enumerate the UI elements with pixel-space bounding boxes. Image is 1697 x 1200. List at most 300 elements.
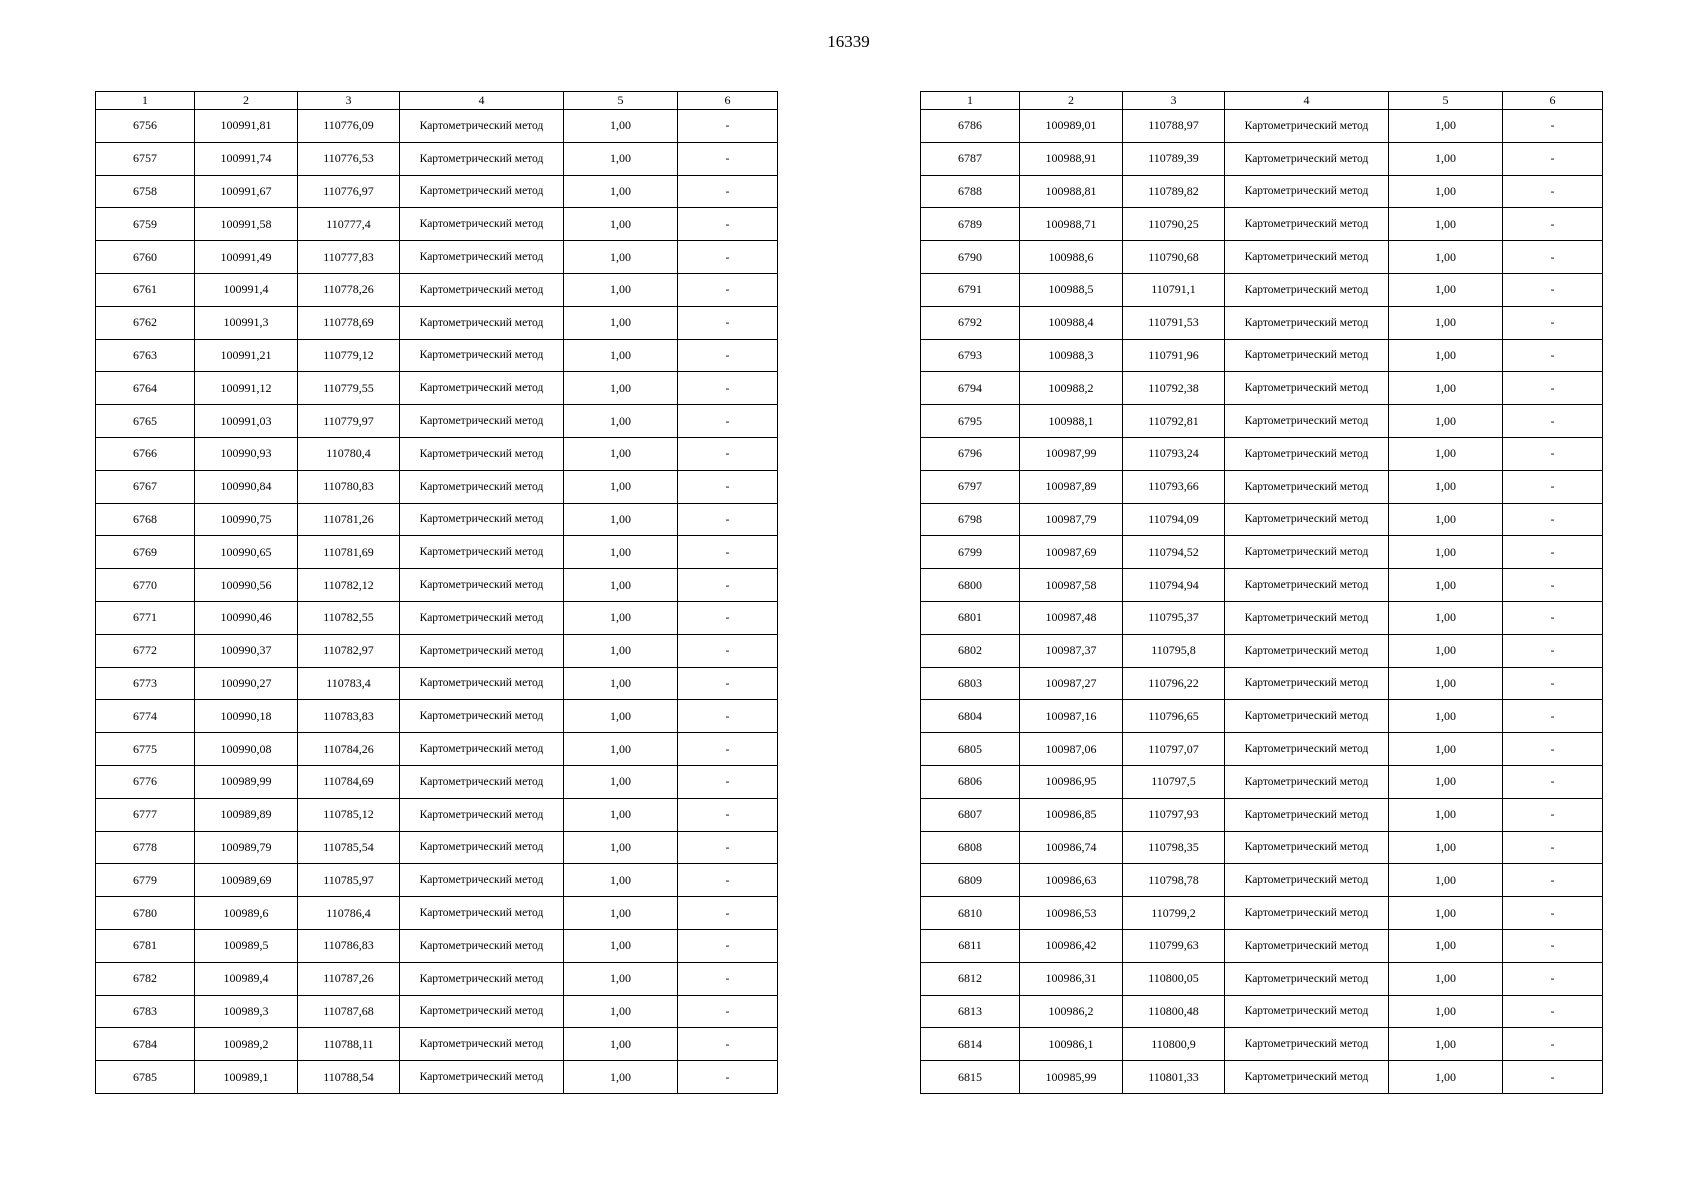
point-number-cell: 6794 (921, 372, 1020, 405)
note-cell: - (678, 897, 778, 930)
method-cell: Картометрический метод (400, 798, 564, 831)
y-coordinate-cell: 110786,4 (298, 897, 400, 930)
table-row (921, 241, 1603, 274)
method-cell: Картометрический метод (400, 733, 564, 766)
method-cell: Картометрический метод (1225, 503, 1389, 536)
point-number-cell: 6790 (921, 241, 1020, 274)
x-coordinate-cell: 100989,01 (1020, 110, 1123, 143)
y-coordinate-cell: 110793,66 (1123, 470, 1225, 503)
header-row (921, 92, 1603, 110)
method-cell: Картометрический метод (1225, 831, 1389, 864)
y-coordinate-cell: 110798,35 (1123, 831, 1225, 864)
y-coordinate-cell: 110794,09 (1123, 503, 1225, 536)
method-cell: Картометрический метод (400, 142, 564, 175)
y-coordinate-cell: 110797,07 (1123, 733, 1225, 766)
accuracy-cell: 1,00 (1389, 864, 1503, 897)
table-row (921, 897, 1603, 930)
note-cell: - (678, 864, 778, 897)
point-number-cell: 6795 (921, 405, 1020, 438)
y-coordinate-cell: 110785,97 (298, 864, 400, 897)
point-number-cell: 6780 (96, 897, 195, 930)
point-number-cell: 6756 (96, 110, 195, 143)
accuracy-cell: 1,00 (564, 831, 678, 864)
y-coordinate-cell: 110800,48 (1123, 995, 1225, 1028)
point-number-cell: 6796 (921, 437, 1020, 470)
x-coordinate-cell: 100989,69 (195, 864, 298, 897)
method-cell: Картометрический метод (1225, 110, 1389, 143)
method-cell: Картометрический метод (400, 536, 564, 569)
y-coordinate-cell: 110799,63 (1123, 929, 1225, 962)
x-coordinate-cell: 100990,93 (195, 437, 298, 470)
table-row (96, 339, 778, 372)
accuracy-cell: 1,00 (1389, 601, 1503, 634)
table-row (921, 667, 1603, 700)
accuracy-cell: 1,00 (1389, 405, 1503, 438)
accuracy-cell: 1,00 (564, 175, 678, 208)
y-coordinate-cell: 110776,53 (298, 142, 400, 175)
table-row (96, 1028, 778, 1061)
note-cell: - (1503, 208, 1603, 241)
accuracy-cell: 1,00 (564, 962, 678, 995)
note-cell: - (678, 372, 778, 405)
point-number-cell: 6766 (96, 437, 195, 470)
note-cell: - (678, 175, 778, 208)
method-cell: Картометрический метод (1225, 273, 1389, 306)
table-row (921, 929, 1603, 962)
method-cell: Картометрический метод (400, 765, 564, 798)
note-cell: - (678, 831, 778, 864)
method-cell: Картометрический метод (400, 864, 564, 897)
y-coordinate-cell: 110785,12 (298, 798, 400, 831)
point-number-cell: 6793 (921, 339, 1020, 372)
point-number-cell: 6789 (921, 208, 1020, 241)
x-coordinate-cell: 100990,84 (195, 470, 298, 503)
point-number-cell: 6786 (921, 110, 1020, 143)
y-coordinate-cell: 110780,4 (298, 437, 400, 470)
method-cell: Картометрический метод (1225, 929, 1389, 962)
method-cell: Картометрический метод (1225, 175, 1389, 208)
table-row (921, 110, 1603, 143)
method-cell: Картометрический метод (1225, 437, 1389, 470)
method-cell: Картометрический метод (1225, 339, 1389, 372)
method-cell: Картометрический метод (1225, 864, 1389, 897)
x-coordinate-cell: 100987,06 (1020, 733, 1123, 766)
y-coordinate-cell: 110795,8 (1123, 634, 1225, 667)
table-row (921, 733, 1603, 766)
note-cell: - (1503, 569, 1603, 602)
method-cell: Картометрический метод (1225, 1061, 1389, 1094)
point-number-cell: 6785 (96, 1061, 195, 1094)
note-cell: - (1503, 437, 1603, 470)
x-coordinate-cell: 100986,74 (1020, 831, 1123, 864)
method-cell: Картометрический метод (1225, 470, 1389, 503)
table-row (96, 864, 778, 897)
point-number-cell: 6792 (921, 306, 1020, 339)
x-coordinate-cell: 100991,4 (195, 273, 298, 306)
y-coordinate-cell: 110800,05 (1123, 962, 1225, 995)
y-coordinate-cell: 110796,65 (1123, 700, 1225, 733)
note-cell: - (1503, 765, 1603, 798)
table-row (921, 798, 1603, 831)
method-cell: Картометрический метод (1225, 142, 1389, 175)
x-coordinate-cell: 100990,46 (195, 601, 298, 634)
accuracy-cell: 1,00 (1389, 437, 1503, 470)
x-coordinate-cell: 100991,58 (195, 208, 298, 241)
coordinates-table-right (920, 91, 1603, 1094)
method-cell: Картометрический метод (400, 208, 564, 241)
y-coordinate-cell: 110788,11 (298, 1028, 400, 1061)
y-coordinate-cell: 110779,12 (298, 339, 400, 372)
y-coordinate-cell: 110779,55 (298, 372, 400, 405)
table-row (921, 831, 1603, 864)
x-coordinate-cell: 100986,2 (1020, 995, 1123, 1028)
y-coordinate-cell: 110793,24 (1123, 437, 1225, 470)
accuracy-cell: 1,00 (564, 1061, 678, 1094)
note-cell: - (1503, 634, 1603, 667)
table-row (96, 733, 778, 766)
x-coordinate-cell: 100989,89 (195, 798, 298, 831)
note-cell: - (678, 962, 778, 995)
y-coordinate-cell: 110792,38 (1123, 372, 1225, 405)
accuracy-cell: 1,00 (1389, 503, 1503, 536)
method-cell: Картометрический метод (1225, 306, 1389, 339)
table-row (96, 700, 778, 733)
x-coordinate-cell: 100988,3 (1020, 339, 1123, 372)
note-cell: - (1503, 864, 1603, 897)
x-coordinate-cell: 100991,67 (195, 175, 298, 208)
note-cell: - (678, 536, 778, 569)
x-coordinate-cell: 100988,91 (1020, 142, 1123, 175)
table-row (921, 700, 1603, 733)
method-cell: Картометрический метод (1225, 700, 1389, 733)
point-number-cell: 6804 (921, 700, 1020, 733)
method-cell: Картометрический метод (400, 831, 564, 864)
x-coordinate-cell: 100987,37 (1020, 634, 1123, 667)
x-coordinate-cell: 100989,3 (195, 995, 298, 1028)
accuracy-cell: 1,00 (564, 110, 678, 143)
accuracy-cell: 1,00 (1389, 995, 1503, 1028)
method-cell: Картометрический метод (1225, 765, 1389, 798)
method-cell: Картометрический метод (1225, 601, 1389, 634)
table-row (96, 601, 778, 634)
point-number-cell: 6758 (96, 175, 195, 208)
point-number-cell: 6788 (921, 175, 1020, 208)
y-coordinate-cell: 110792,81 (1123, 405, 1225, 438)
note-cell: - (1503, 995, 1603, 1028)
y-coordinate-cell: 110796,22 (1123, 667, 1225, 700)
point-number-cell: 6807 (921, 798, 1020, 831)
note-cell: - (678, 470, 778, 503)
point-number-cell: 6778 (96, 831, 195, 864)
accuracy-cell: 1,00 (564, 536, 678, 569)
accuracy-cell: 1,00 (1389, 110, 1503, 143)
x-coordinate-cell: 100990,08 (195, 733, 298, 766)
accuracy-cell: 1,00 (564, 503, 678, 536)
method-cell: Картометрический метод (1225, 405, 1389, 438)
point-number-cell: 6806 (921, 765, 1020, 798)
method-cell: Картометрический метод (400, 372, 564, 405)
x-coordinate-cell: 100987,89 (1020, 470, 1123, 503)
table-row (96, 536, 778, 569)
note-cell: - (678, 798, 778, 831)
y-coordinate-cell: 110801,33 (1123, 1061, 1225, 1094)
table-row (96, 503, 778, 536)
x-coordinate-cell: 100986,42 (1020, 929, 1123, 962)
note-cell: - (1503, 175, 1603, 208)
note-cell: - (678, 142, 778, 175)
point-number-cell: 6760 (96, 241, 195, 274)
x-coordinate-cell: 100990,18 (195, 700, 298, 733)
table-header (921, 92, 1603, 110)
method-cell: Картометрический метод (400, 1061, 564, 1094)
accuracy-cell: 1,00 (1389, 372, 1503, 405)
point-number-cell: 6783 (96, 995, 195, 1028)
point-number-cell: 6803 (921, 667, 1020, 700)
point-number-cell: 6781 (96, 929, 195, 962)
note-cell: - (1503, 306, 1603, 339)
y-coordinate-cell: 110788,97 (1123, 110, 1225, 143)
column-header-5: 5 (564, 92, 678, 110)
x-coordinate-cell: 100989,4 (195, 962, 298, 995)
note-cell: - (1503, 372, 1603, 405)
table-row (96, 995, 778, 1028)
x-coordinate-cell: 100987,99 (1020, 437, 1123, 470)
x-coordinate-cell: 100991,81 (195, 110, 298, 143)
table-row (96, 175, 778, 208)
method-cell: Картометрический метод (1225, 241, 1389, 274)
point-number-cell: 6802 (921, 634, 1020, 667)
y-coordinate-cell: 110776,09 (298, 110, 400, 143)
note-cell: - (1503, 110, 1603, 143)
accuracy-cell: 1,00 (564, 864, 678, 897)
note-cell: - (1503, 667, 1603, 700)
accuracy-cell: 1,00 (564, 142, 678, 175)
accuracy-cell: 1,00 (1389, 962, 1503, 995)
x-coordinate-cell: 100988,1 (1020, 405, 1123, 438)
accuracy-cell: 1,00 (564, 700, 678, 733)
note-cell: - (1503, 142, 1603, 175)
accuracy-cell: 1,00 (1389, 1061, 1503, 1094)
table-body (96, 110, 778, 1094)
y-coordinate-cell: 110776,97 (298, 175, 400, 208)
accuracy-cell: 1,00 (564, 437, 678, 470)
note-cell: - (1503, 700, 1603, 733)
accuracy-cell: 1,00 (1389, 208, 1503, 241)
method-cell: Картометрический метод (400, 601, 564, 634)
point-number-cell: 6791 (921, 273, 1020, 306)
x-coordinate-cell: 100987,48 (1020, 601, 1123, 634)
accuracy-cell: 1,00 (564, 208, 678, 241)
point-number-cell: 6782 (96, 962, 195, 995)
point-number-cell: 6805 (921, 733, 1020, 766)
x-coordinate-cell: 100989,1 (195, 1061, 298, 1094)
y-coordinate-cell: 110781,26 (298, 503, 400, 536)
point-number-cell: 6774 (96, 700, 195, 733)
point-number-cell: 6764 (96, 372, 195, 405)
y-coordinate-cell: 110800,9 (1123, 1028, 1225, 1061)
table-body (921, 110, 1603, 1094)
x-coordinate-cell: 100987,16 (1020, 700, 1123, 733)
y-coordinate-cell: 110788,54 (298, 1061, 400, 1094)
method-cell: Картометрический метод (1225, 208, 1389, 241)
x-coordinate-cell: 100989,5 (195, 929, 298, 962)
point-number-cell: 6759 (96, 208, 195, 241)
table-row (96, 437, 778, 470)
note-cell: - (1503, 1061, 1603, 1094)
coordinates-table-left (95, 91, 778, 1094)
point-number-cell: 6815 (921, 1061, 1020, 1094)
note-cell: - (678, 339, 778, 372)
y-coordinate-cell: 110794,52 (1123, 536, 1225, 569)
y-coordinate-cell: 110782,55 (298, 601, 400, 634)
note-cell: - (1503, 929, 1603, 962)
table-row (921, 765, 1603, 798)
point-number-cell: 6798 (921, 503, 1020, 536)
y-coordinate-cell: 110790,25 (1123, 208, 1225, 241)
point-number-cell: 6770 (96, 569, 195, 602)
point-number-cell: 6772 (96, 634, 195, 667)
table-row (921, 339, 1603, 372)
table-row (96, 962, 778, 995)
accuracy-cell: 1,00 (564, 733, 678, 766)
accuracy-cell: 1,00 (564, 897, 678, 930)
y-coordinate-cell: 110798,78 (1123, 864, 1225, 897)
accuracy-cell: 1,00 (1389, 798, 1503, 831)
table-row (96, 1061, 778, 1094)
method-cell: Картометрический метод (400, 897, 564, 930)
x-coordinate-cell: 100989,2 (195, 1028, 298, 1061)
note-cell: - (1503, 536, 1603, 569)
table-row (921, 601, 1603, 634)
method-cell: Картометрический метод (1225, 634, 1389, 667)
note-cell: - (678, 273, 778, 306)
y-coordinate-cell: 110791,53 (1123, 306, 1225, 339)
y-coordinate-cell: 110777,83 (298, 241, 400, 274)
x-coordinate-cell: 100989,79 (195, 831, 298, 864)
note-cell: - (678, 1061, 778, 1094)
column-header-3: 3 (298, 92, 400, 110)
point-number-cell: 6799 (921, 536, 1020, 569)
y-coordinate-cell: 110784,26 (298, 733, 400, 766)
y-coordinate-cell: 110790,68 (1123, 241, 1225, 274)
y-coordinate-cell: 110795,37 (1123, 601, 1225, 634)
table-row (96, 831, 778, 864)
note-cell: - (678, 569, 778, 602)
point-number-cell: 6776 (96, 765, 195, 798)
column-header-1: 1 (96, 92, 195, 110)
point-number-cell: 6763 (96, 339, 195, 372)
table-row (921, 995, 1603, 1028)
table-row (96, 110, 778, 143)
y-coordinate-cell: 110799,2 (1123, 897, 1225, 930)
table-row (921, 569, 1603, 602)
table-row (96, 241, 778, 274)
accuracy-cell: 1,00 (1389, 667, 1503, 700)
note-cell: - (678, 667, 778, 700)
table-row (921, 962, 1603, 995)
note-cell: - (1503, 273, 1603, 306)
column-header-5: 5 (1389, 92, 1503, 110)
y-coordinate-cell: 110786,83 (298, 929, 400, 962)
note-cell: - (1503, 503, 1603, 536)
note-cell: - (678, 765, 778, 798)
x-coordinate-cell: 100986,31 (1020, 962, 1123, 995)
table-row (96, 798, 778, 831)
note-cell: - (1503, 1028, 1603, 1061)
y-coordinate-cell: 110780,83 (298, 470, 400, 503)
point-number-cell: 6784 (96, 1028, 195, 1061)
x-coordinate-cell: 100987,79 (1020, 503, 1123, 536)
x-coordinate-cell: 100988,4 (1020, 306, 1123, 339)
point-number-cell: 6762 (96, 306, 195, 339)
point-number-cell: 6811 (921, 929, 1020, 962)
table-row (96, 897, 778, 930)
table-row (921, 437, 1603, 470)
note-cell: - (678, 1028, 778, 1061)
note-cell: - (678, 241, 778, 274)
point-number-cell: 6761 (96, 273, 195, 306)
accuracy-cell: 1,00 (564, 667, 678, 700)
point-number-cell: 6768 (96, 503, 195, 536)
point-number-cell: 6787 (921, 142, 1020, 175)
note-cell: - (1503, 962, 1603, 995)
x-coordinate-cell: 100991,49 (195, 241, 298, 274)
point-number-cell: 6769 (96, 536, 195, 569)
column-header-1: 1 (921, 92, 1020, 110)
method-cell: Картометрический метод (400, 437, 564, 470)
accuracy-cell: 1,00 (1389, 831, 1503, 864)
x-coordinate-cell: 100988,71 (1020, 208, 1123, 241)
table-row (96, 405, 778, 438)
column-header-4: 4 (400, 92, 564, 110)
method-cell: Картометрический метод (1225, 569, 1389, 602)
table-row (921, 1061, 1603, 1094)
method-cell: Картометрический метод (1225, 372, 1389, 405)
column-header-4: 4 (1225, 92, 1389, 110)
method-cell: Картометрический метод (400, 962, 564, 995)
x-coordinate-cell: 100991,12 (195, 372, 298, 405)
y-coordinate-cell: 110789,82 (1123, 175, 1225, 208)
accuracy-cell: 1,00 (564, 372, 678, 405)
accuracy-cell: 1,00 (1389, 700, 1503, 733)
x-coordinate-cell: 100990,56 (195, 569, 298, 602)
accuracy-cell: 1,00 (564, 995, 678, 1028)
note-cell: - (1503, 897, 1603, 930)
method-cell: Картометрический метод (1225, 733, 1389, 766)
x-coordinate-cell: 100986,53 (1020, 897, 1123, 930)
table-row (96, 569, 778, 602)
column-header-2: 2 (1020, 92, 1123, 110)
point-number-cell: 6777 (96, 798, 195, 831)
y-coordinate-cell: 110785,54 (298, 831, 400, 864)
x-coordinate-cell: 100991,21 (195, 339, 298, 372)
table-row (96, 273, 778, 306)
note-cell: - (678, 503, 778, 536)
note-cell: - (678, 601, 778, 634)
point-number-cell: 6809 (921, 864, 1020, 897)
y-coordinate-cell: 110787,68 (298, 995, 400, 1028)
accuracy-cell: 1,00 (564, 405, 678, 438)
y-coordinate-cell: 110794,94 (1123, 569, 1225, 602)
y-coordinate-cell: 110789,39 (1123, 142, 1225, 175)
x-coordinate-cell: 100990,65 (195, 536, 298, 569)
method-cell: Картометрический метод (400, 634, 564, 667)
accuracy-cell: 1,00 (1389, 339, 1503, 372)
y-coordinate-cell: 110778,69 (298, 306, 400, 339)
note-cell: - (1503, 405, 1603, 438)
accuracy-cell: 1,00 (564, 241, 678, 274)
method-cell: Картометрический метод (400, 405, 564, 438)
